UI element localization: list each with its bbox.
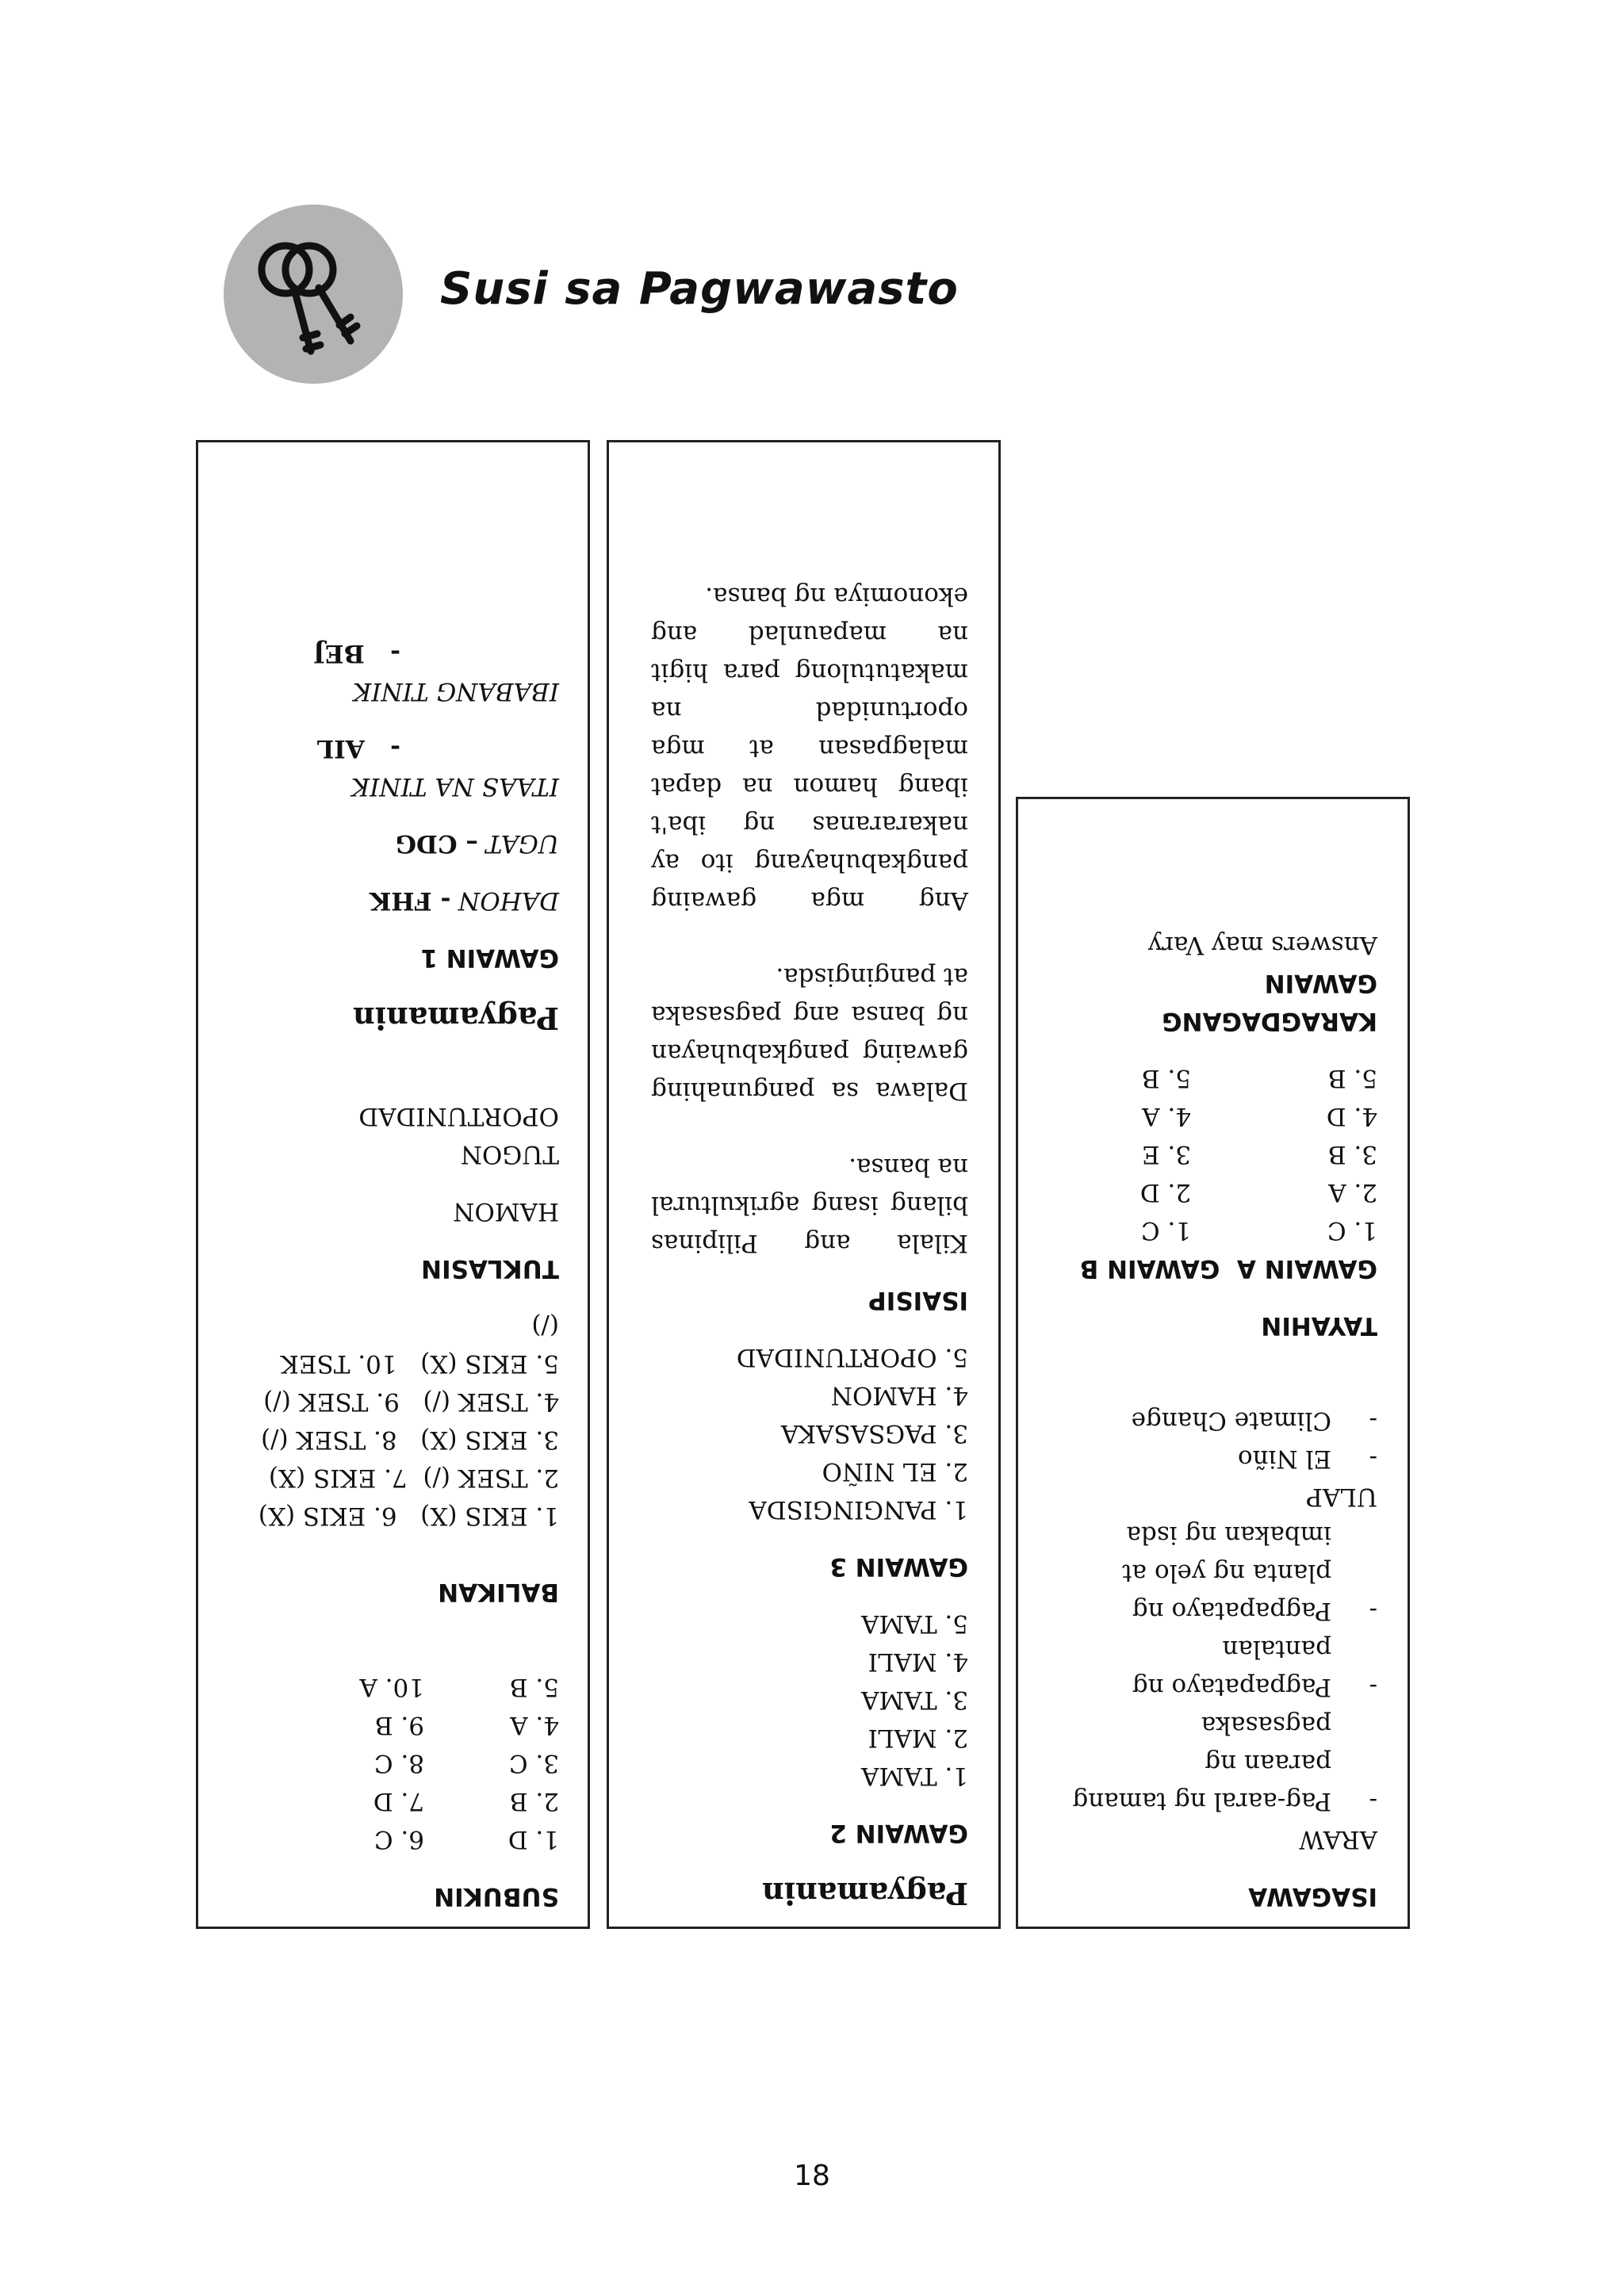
- answer-dahon: DAHON - FHK: [370, 886, 559, 915]
- section-heading-isaisip: ISAISIP: [868, 1286, 968, 1314]
- list-item: HAMON: [453, 1197, 559, 1226]
- tayahin-column-headings: GAWAIN A GAWAIN B: [1079, 1254, 1377, 1283]
- isaisip-paragraph-2: Dalawa sa pangunahing gawaing pangkabuhayan ng bansa ang pagsasaka at pangingisda.: [651, 962, 968, 1105]
- list-item: 5. TAMA: [861, 1609, 968, 1638]
- list-item: - Pag-aaral ng tamang paraan ng pagsasaka: [1072, 1711, 1377, 1816]
- list-item: - Pagpapatayo ng planta ng yelo at imbakan ng isda: [1122, 1521, 1377, 1625]
- answer-box-right: [1016, 797, 1410, 1929]
- answer-itaas-na-tinik: - AIL: [316, 734, 400, 763]
- section-heading-karagdagang: KARAGDAGANG: [1162, 1007, 1377, 1035]
- section-heading-tuklasin: TUKLASIN: [421, 1254, 559, 1283]
- list-item: TUGON: [460, 1140, 559, 1169]
- list-item: 2. EL NIÑO: [822, 1457, 968, 1486]
- list-item: 3. B 3. E: [1141, 1140, 1377, 1169]
- list-item: 1. EKIS (X) 6. EKIS (X): [258, 1502, 559, 1530]
- label-ulap: ULAP: [1306, 1483, 1377, 1511]
- list-item: - El Niño: [1237, 1445, 1377, 1473]
- answer-box-middle: [607, 440, 1001, 1929]
- list-item: 1. D 6. C: [373, 1825, 559, 1854]
- list-item: 4. HAMON: [830, 1381, 968, 1410]
- keys-icon: [224, 205, 403, 384]
- list-item: 5. OPORTUNIDAD: [736, 1343, 968, 1372]
- label-araw: ARAW: [1299, 1825, 1377, 1854]
- list-item: 4. MALI: [868, 1647, 968, 1676]
- section-heading-isagawa: ISAGAWA: [1248, 1882, 1377, 1911]
- list-item: 4. TSEK (/) 9. TSEK (/): [263, 1387, 559, 1416]
- section-heading-gawain-1: GAWAIN 1: [420, 943, 559, 972]
- list-item: 3. C 8. C: [373, 1749, 559, 1777]
- list-item: OPORTUNIDAD: [358, 1102, 559, 1131]
- section-heading-gawain: GAWAIN: [1264, 969, 1377, 997]
- isaisip-paragraph-1: Kilala ang Pilipinas bilang isang agrikultural na bansa.: [651, 1153, 968, 1257]
- list-item: - Pagpapatayo ng pantalan: [1132, 1635, 1377, 1701]
- label-ibabang-tinik: IBABANG TINIK: [353, 677, 559, 706]
- list-item: (/): [531, 1311, 559, 1340]
- list-item: 2. TSEK (/) 7. EKIS (X): [268, 1464, 559, 1492]
- isaisip-paragraph-3: Ang mga gawaing pangkabuhayang ito ay nakararanas ng iba't ibang hamon na dapat malagpasan at mga oportunidad na makatutulong para higit na mapaunlad ang ekonomiya ng bansa.: [651, 582, 968, 915]
- section-heading-tayahin: TAYAHIN: [1261, 1311, 1377, 1340]
- list-item: 3. TAMA: [861, 1686, 968, 1714]
- list-item: 1. PANGINGISDA: [749, 1495, 968, 1524]
- list-item: 1. C 1. C: [1140, 1216, 1377, 1245]
- section-heading-subukin: SUBUKIN: [434, 1882, 559, 1911]
- section-heading-balikan: BALIKAN: [438, 1578, 559, 1606]
- section-heading-pagyamanin: Pagyamanin: [353, 1001, 559, 1036]
- list-item: 5. B 10. A: [359, 1673, 559, 1701]
- list-item: 5. B 5. B: [1141, 1064, 1377, 1093]
- karagdagang-answer: Answers may Vary: [1147, 931, 1377, 959]
- section-heading-gawain-2: GAWAIN 2: [829, 1819, 968, 1847]
- list-item: 2. A 2. D: [1139, 1178, 1377, 1207]
- answer-ibabang-tinik: - BEJ: [313, 639, 400, 668]
- list-item: 1. TAMA: [861, 1762, 968, 1790]
- list-item: 2. MALI: [868, 1724, 968, 1752]
- list-item: 3. EKIS (X) 8. TSEK (/): [261, 1425, 559, 1454]
- page-title: Susi sa Pagwawasto: [440, 263, 959, 315]
- list-item: 4. A 9. B: [374, 1711, 559, 1739]
- list-item: 2. B 7. D: [373, 1787, 559, 1816]
- label-itaas-na-tinik: ITAAS NA TINIK: [351, 772, 559, 801]
- list-item: 4. D 4. A: [1142, 1102, 1377, 1131]
- list-item: 3. PAGSASAKA: [780, 1419, 968, 1448]
- page-number: 18: [794, 2160, 830, 2192]
- list-item: - Climate Change: [1131, 1406, 1377, 1435]
- section-heading-gawain-3: GAWAIN 3: [829, 1552, 968, 1581]
- answer-box-left: [196, 440, 590, 1929]
- section-heading-pagyamanin: Pagyamanin: [762, 1876, 968, 1911]
- list-item: 5. EKIS (X) 10. TSEK: [280, 1349, 559, 1378]
- answer-ugat: UGAT – CDG: [395, 829, 559, 858]
